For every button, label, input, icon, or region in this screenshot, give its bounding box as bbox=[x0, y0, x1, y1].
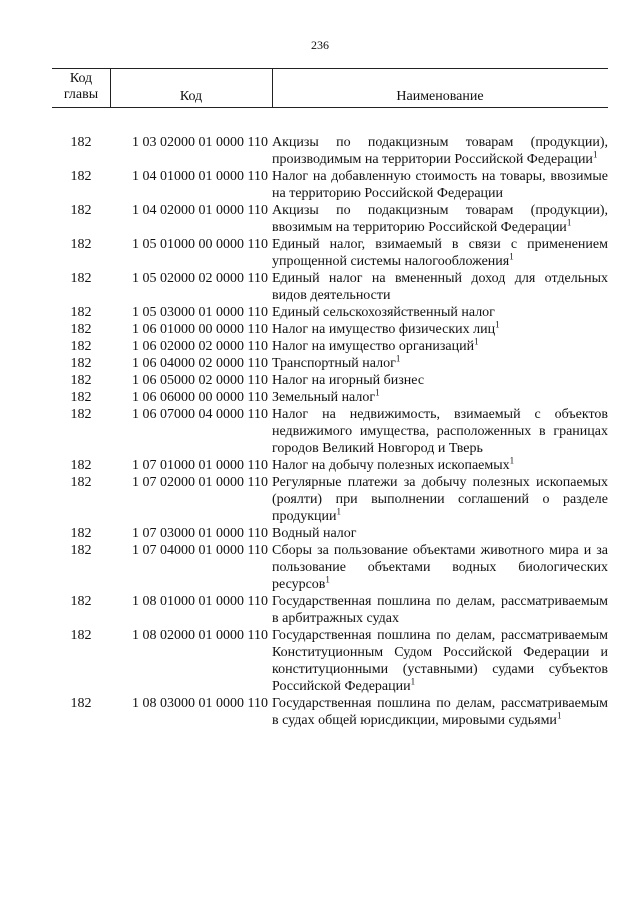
chapter-code-cell: 182 bbox=[70, 271, 92, 286]
table-row bbox=[52, 627, 608, 695]
table-row bbox=[52, 168, 608, 202]
budget-code-cell: 1 08 03000 01 0000 110 bbox=[132, 696, 268, 711]
table-header bbox=[52, 68, 608, 108]
chapter-code-cell: 182 bbox=[70, 203, 92, 218]
budget-code-cell: 1 07 02000 01 0000 110 bbox=[132, 475, 268, 490]
name-cell bbox=[272, 695, 608, 729]
table-row bbox=[52, 321, 608, 338]
name-text: Единый сельскохозяйственный налог bbox=[272, 305, 495, 320]
footnote-marker: 1 bbox=[566, 217, 572, 228]
name-cell bbox=[272, 457, 608, 474]
budget-code-cell: 1 07 03000 01 0000 110 bbox=[132, 526, 268, 541]
budget-code-cell: 1 06 05000 02 0000 110 bbox=[132, 373, 268, 388]
footnote-marker: 1 bbox=[375, 387, 380, 398]
budget-code-cell: 1 08 02000 01 0000 110 bbox=[132, 628, 268, 643]
header-name: Наименование bbox=[396, 89, 484, 104]
footnote-marker: 1 bbox=[336, 506, 341, 517]
name-text: Налог на добычу полезных ископаемых bbox=[272, 458, 510, 473]
name-text: Государственная пошлина по делам, рассматриваемым в судах общей юрисдикции, мировыми судьями bbox=[272, 696, 608, 728]
chapter-code-cell: 182 bbox=[70, 526, 92, 541]
budget-code-cell: 1 06 01000 00 0000 110 bbox=[132, 322, 268, 337]
name-text: Сборы за пользование объектами животного мира и за пользование объектами водных биологических ресурсов bbox=[272, 543, 608, 592]
footnote-marker: 1 bbox=[509, 251, 514, 262]
table-row bbox=[52, 270, 608, 304]
chapter-code-cell: 182 bbox=[70, 458, 92, 473]
budget-code-cell: 1 03 02000 01 0000 110 bbox=[132, 135, 268, 150]
name-cell bbox=[272, 406, 608, 457]
footnote-marker: 1 bbox=[474, 336, 479, 347]
name-cell bbox=[272, 542, 608, 593]
chapter-code-cell: 182 bbox=[70, 628, 92, 643]
chapter-code-cell: 182 bbox=[70, 305, 92, 320]
name-text: Государственная пошлина по делам, рассматриваемым в арбитражных судах bbox=[272, 594, 608, 626]
name-text: Налог на недвижимость, взимаемый с объектов недвижимого имущества, расположенных в границах городов Великий Новгород и Тверь bbox=[272, 407, 608, 456]
table-row bbox=[52, 372, 608, 389]
name-cell bbox=[272, 202, 608, 236]
table-row bbox=[52, 593, 608, 627]
budget-code-cell: 1 05 01000 00 0000 110 bbox=[132, 237, 268, 252]
footnote-marker: 1 bbox=[556, 710, 562, 721]
chapter-code-cell: 182 bbox=[70, 475, 92, 490]
name-text: Земельный налог bbox=[272, 390, 376, 405]
footnote-marker: 1 bbox=[395, 353, 401, 364]
name-cell bbox=[272, 270, 608, 304]
budget-code-cell: 1 07 01000 01 0000 110 bbox=[132, 458, 268, 473]
budget-code-cell: 1 06 04000 02 0000 110 bbox=[132, 356, 268, 371]
table-row bbox=[52, 134, 608, 168]
chapter-code-cell: 182 bbox=[70, 135, 92, 150]
chapter-code-cell: 182 bbox=[70, 169, 92, 184]
table-body bbox=[52, 134, 608, 729]
name-cell bbox=[272, 338, 608, 355]
header-chapter-line1: Код bbox=[69, 71, 93, 86]
budget-code-cell: 1 06 07000 04 0000 110 bbox=[132, 407, 268, 422]
name-cell bbox=[272, 168, 608, 202]
chapter-code-cell: 182 bbox=[70, 322, 92, 337]
chapter-code-cell: 182 bbox=[70, 407, 92, 422]
name-text: Единый налог на вмененный доход для отдельных видов деятельности bbox=[272, 271, 608, 303]
table-row bbox=[52, 457, 608, 474]
name-cell bbox=[272, 525, 608, 542]
name-text: Государственная пошлина по делам, рассматриваемым Конституционным Судом Российской Федерации и конституционными (уставными) судами субъектов Российской Федерации bbox=[272, 628, 608, 694]
header-chapter-code bbox=[52, 71, 110, 103]
table-row bbox=[52, 542, 608, 593]
name-text: Транспортный налог bbox=[272, 356, 396, 371]
budget-code-cell: 1 06 06000 00 0000 110 bbox=[132, 390, 268, 405]
name-cell bbox=[272, 304, 608, 321]
name-cell bbox=[272, 627, 608, 695]
footnote-marker: 1 bbox=[592, 149, 598, 160]
budget-code-cell: 1 05 03000 01 0000 110 bbox=[132, 305, 268, 320]
table-row bbox=[52, 474, 608, 525]
page-number: 236 bbox=[311, 38, 329, 52]
chapter-code-cell: 182 bbox=[70, 594, 92, 609]
name-text: Регулярные платежи за добычу полезных ископаемых (роялти) при выполнении соглашений о разделе продукции bbox=[272, 475, 608, 524]
budget-code-cell: 1 08 01000 01 0000 110 bbox=[132, 594, 268, 609]
table-row bbox=[52, 338, 608, 355]
name-text: Налог на имущество физических лиц bbox=[272, 322, 496, 337]
chapter-code-cell: 182 bbox=[70, 696, 92, 711]
chapter-code-cell: 182 bbox=[70, 356, 92, 371]
table-row bbox=[52, 236, 608, 270]
table-row bbox=[52, 304, 608, 321]
chapter-code-cell: 182 bbox=[70, 237, 92, 252]
header-code: Код bbox=[179, 89, 203, 104]
table-row bbox=[52, 695, 608, 729]
name-cell bbox=[272, 593, 608, 627]
chapter-code-cell: 182 bbox=[70, 373, 92, 388]
table-row bbox=[52, 389, 608, 406]
header-chapter-line2: главы bbox=[63, 87, 99, 102]
table-row bbox=[52, 202, 608, 236]
name-text: Единый налог, взимаемый в связи с применением упрощенной системы налогообложения bbox=[272, 237, 608, 269]
name-cell bbox=[272, 321, 608, 338]
name-text: Налог на имущество организаций bbox=[272, 339, 475, 354]
name-text: Акцизы по подакцизным товарам (продукции), ввозимым на территорию Российской Федерации bbox=[272, 203, 608, 235]
chapter-code-cell: 182 bbox=[70, 390, 92, 405]
budget-code-cell: 1 06 02000 02 0000 110 bbox=[132, 339, 268, 354]
budget-code-cell: 1 07 04000 01 0000 110 bbox=[132, 543, 268, 558]
budget-code-cell: 1 05 02000 02 0000 110 bbox=[132, 271, 268, 286]
footnote-marker: 1 bbox=[509, 455, 515, 466]
footnote-marker: 1 bbox=[410, 676, 416, 687]
name-cell bbox=[272, 355, 608, 372]
table-row bbox=[52, 525, 608, 542]
table-row bbox=[52, 406, 608, 457]
name-cell bbox=[272, 134, 608, 168]
name-text: Акцизы по подакцизным товарам (продукции), производимым на территории Российской Федерации bbox=[272, 135, 608, 167]
table-row bbox=[52, 355, 608, 372]
name-cell bbox=[272, 389, 608, 406]
name-cell bbox=[272, 474, 608, 525]
name-text: Водный налог bbox=[272, 526, 357, 541]
footnote-marker: 1 bbox=[325, 574, 330, 585]
name-text: Налог на игорный бизнес bbox=[272, 373, 425, 388]
name-cell bbox=[272, 236, 608, 270]
budget-code-cell: 1 04 02000 01 0000 110 bbox=[132, 203, 268, 218]
budget-code-cell: 1 04 01000 01 0000 110 bbox=[132, 169, 268, 184]
footnote-marker: 1 bbox=[495, 319, 500, 330]
name-cell bbox=[272, 372, 608, 389]
chapter-code-cell: 182 bbox=[70, 543, 92, 558]
name-text: Налог на добавленную стоимость на товары, ввозимые на территорию Российской Федерации bbox=[272, 169, 608, 201]
chapter-code-cell: 182 bbox=[70, 339, 92, 354]
